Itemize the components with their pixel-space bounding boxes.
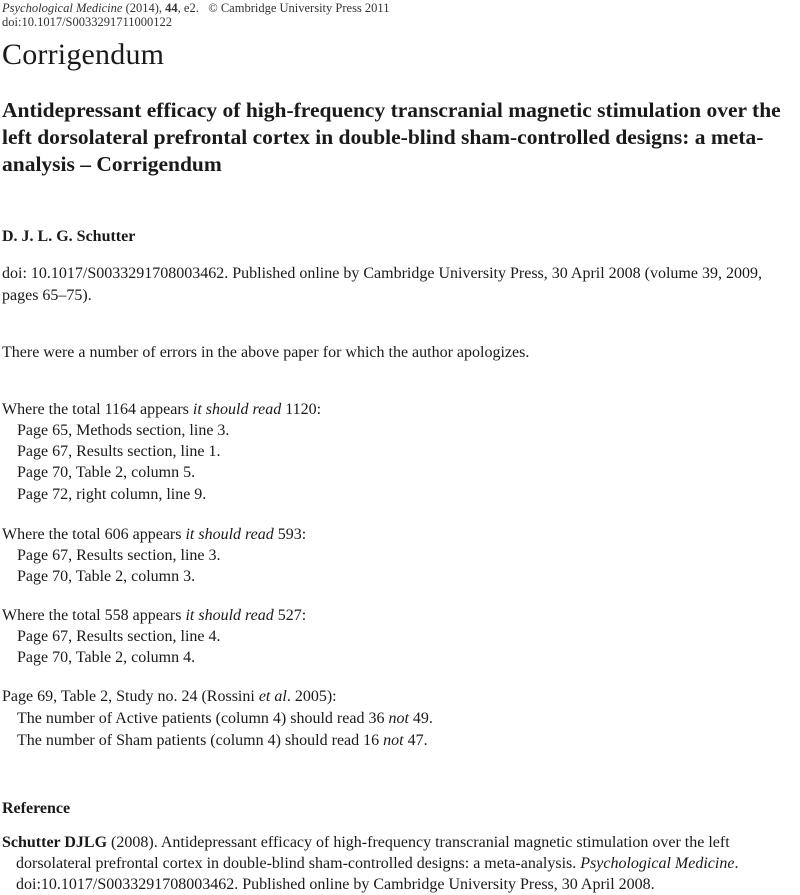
reference-author: Schutter DJLG xyxy=(2,834,108,851)
journal-name: Psychological Medicine xyxy=(2,1,123,15)
article-title: Antidepressant efficacy of high-frequency transcranial magnetic stimulation over the left dorsolateral prefrontal cortex in double-blind sham-controlled designs: a meta-analysis – Corrigendum xyxy=(2,98,781,176)
header-doi: doi:10.1017/S0033291711000122 xyxy=(2,15,173,29)
reference-line: dorsolateral prefrontal cortex in double-blind sham-controlled designs: a meta-analysis. Psychological Medicine. xyxy=(16,855,739,872)
correction-item: Page 72, right column, line 9. xyxy=(17,486,207,503)
correction-item: Page 65, Methods section, line 3. xyxy=(17,422,230,439)
correction-item: Page 67, Results section, line 4. xyxy=(17,628,221,645)
correction-item: Page 67, Results section, line 3. xyxy=(17,547,221,564)
correction-heading: Where the total 558 appears it should read 527: xyxy=(2,607,307,624)
correction-item: Page 67, Results section, line 1. xyxy=(17,443,221,460)
study-item: The number of Active patients (column 4) should read 36 not 49. xyxy=(17,710,433,727)
study-item: The number of Sham patients (column 4) should read 16 not 47. xyxy=(17,732,428,749)
author-name: D. J. L. G. Schutter xyxy=(2,228,136,245)
study-heading: Page 69, Table 2, Study no. 24 (Rossini et al. 2005): xyxy=(2,688,337,705)
page-title: Corrigendum xyxy=(2,38,165,71)
original-citation-line: pages 65–75). xyxy=(2,287,92,304)
reference-journal: Psychological Medicine xyxy=(580,855,735,872)
correction-item: Page 70, Table 2, column 4. xyxy=(17,649,196,666)
copyright-notice: © Cambridge University Press 2011 xyxy=(208,1,390,15)
reference-line: doi:10.1017/S0033291708003462. Published online by Cambridge University Press, 30 April 2008. xyxy=(16,876,655,893)
intro-text: There were a number of errors in the above paper for which the author apologizes. xyxy=(2,344,530,361)
correction-heading: Where the total 606 appears it should read 593: xyxy=(2,526,307,543)
original-citation-line: doi: 10.1017/S0033291708003462. Published online by Cambridge University Press, 30 April 2008 (volume 39, 2009, xyxy=(2,265,762,282)
reference-heading: Reference xyxy=(2,800,71,817)
volume-number: 44 xyxy=(165,1,178,15)
correction-item: Page 70, Table 2, column 3. xyxy=(17,568,196,585)
running-header: Psychological Medicine (2014), 44, e2. © Cambridge University Press 2011 xyxy=(2,1,390,15)
correction-item: Page 70, Table 2, column 5. xyxy=(17,464,196,481)
reference-line: Schutter DJLG (2008). Antidepressant efficacy of high-frequency transcranial magnetic stimulation over the left xyxy=(2,834,730,851)
correction-heading: Where the total 1164 appears it should read 1120: xyxy=(2,401,322,418)
